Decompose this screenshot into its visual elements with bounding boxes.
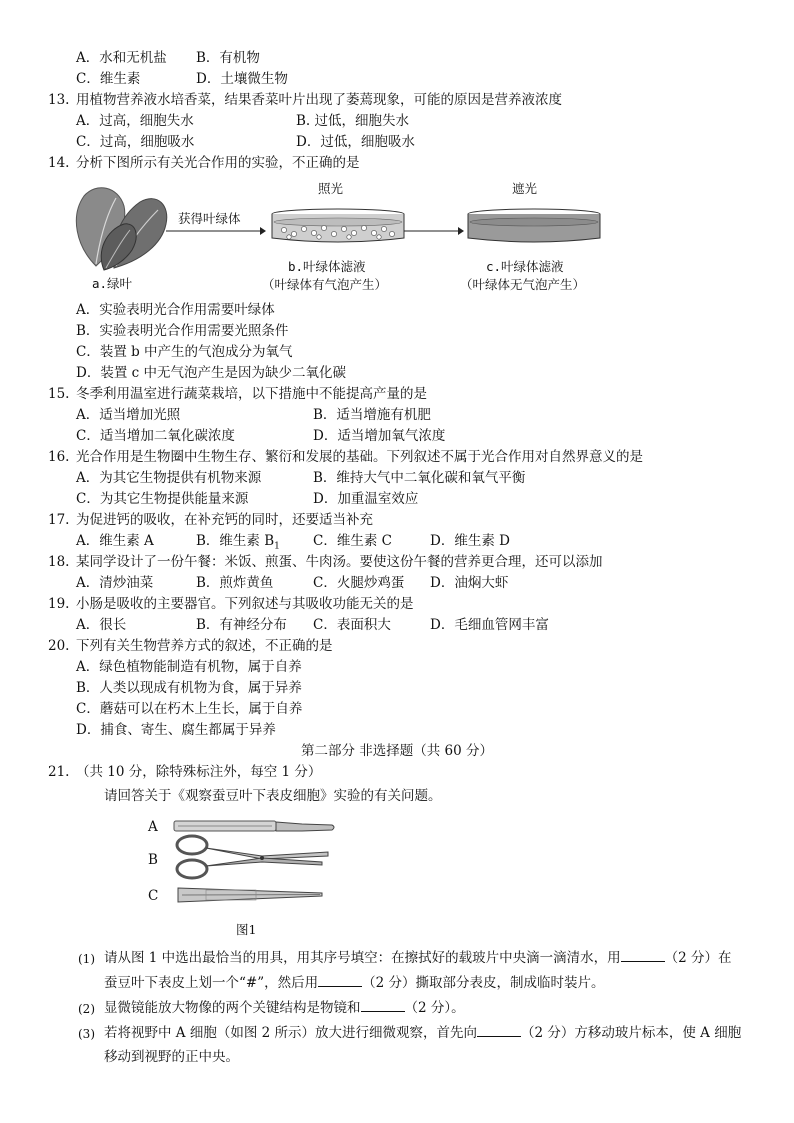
fig-note-dish-b: （叶绿体有气泡产生） [262,277,388,292]
fig-label-light: 照光 [318,181,344,196]
q21-sub1-line2 [104,972,605,993]
q21-sub3-line2: 移动到视野的正中央。 [104,1049,239,1065]
q14-option-b: B．实验表明光合作用需要光照条件 [76,323,289,339]
q19-option-d: D．毛细血管网丰富 [430,617,549,633]
q13-option-c: C．过高，细胞吸水 [76,134,195,150]
q15-option-d: D．适当增加氧气浓度 [313,428,446,444]
q18-number: 18. [48,554,70,570]
tool-label-b: B [148,852,158,868]
q15-option-a: A．适当增加光照 [76,407,181,423]
q20-option-b: B．人类以现成有机物为食，属于异养 [76,680,302,696]
petri-dish-c [466,206,602,246]
q16-option-a: A．为其它生物提供有机物来源 [76,470,262,486]
q21-intro: 请回答关于《观察蚕豆叶下表皮细胞》实验的有关问题。 [104,788,442,804]
q19-number: 19. [48,596,70,612]
q21-sub1-text-d: （2 分）撕取部分表皮，制成临时装片。 [362,975,605,991]
q21-sub3-text-b: （2 分）方移动玻片标本，使 A 细胞 [521,1025,742,1041]
q17-option-c: C．维生素 C [313,533,392,549]
fig-label-leaf: a.绿叶 [92,276,133,291]
q21-sub3-line1 [104,1022,741,1043]
q18-option-d: D．油焖大虾 [430,575,509,591]
answer-blank-2[interactable] [318,972,362,987]
q16-number: 16. [48,449,70,465]
q18-option-a: A．清炒油菜 [76,575,154,591]
q21-sub1-line1 [104,947,732,968]
q14-option-a: A．实验表明光合作用需要叶绿体 [76,302,275,318]
q21-sub3-number: (3) [78,1027,95,1041]
q17-number: 17. [48,512,70,528]
q15-number: 15. [48,386,70,402]
green-leaf-image [66,176,176,272]
q21-sub1-text-a: 请从图 1 中选出最恰当的用具，用其序号填空：在擦拭好的载玻片中央滴一滴清水，用 [104,950,621,966]
q20-option-c: C．蘑菇可以在朽木上生长，属于自养 [76,701,303,717]
q12-option-d: D．土壤微生物 [196,71,288,87]
q21-sub2-number: (2) [78,1002,95,1016]
q19-option-a: A．很长 [76,617,127,633]
fig-label-dish-c: c.叶绿体滤液 [486,259,564,274]
q21-score-note: （共 10 分，除特殊标注外，每空 1 分） [76,764,322,780]
fig-label-extract: 获得叶绿体 [178,211,241,226]
q17-stem: 为促进钙的吸收，在补充钙的同时，还要适当补充 [76,512,373,528]
q14-stem: 分析下图所示有关光合作用的实验，不正确的是 [76,155,360,171]
q18-option-c: C．火腿炒鸡蛋 [313,575,405,591]
q21-sub2-line [104,997,465,1018]
q18-stem: 某同学设计了一份午餐：米饭、煎蛋、牛肉汤。要使这份午餐的营养更合理，还可以添加 [76,554,603,570]
q21-number: 21. [48,764,70,780]
fig-label-dark: 遮光 [512,181,538,196]
q21-sub2-text-b: （2 分）。 [404,1000,465,1016]
q12-option-b: B．有机物 [196,50,260,66]
tool-label-a: A [148,819,158,835]
q20-option-d: D．捕食、寄生、腐生都属于异养 [76,722,276,738]
arrow-right-icon [166,226,266,236]
q13-option-a: A．过高，细胞失水 [76,113,194,129]
q20-stem: 下列有关生物营养方式的叙述，不正确的是 [76,638,333,654]
tweezers-image [176,884,326,906]
q17-option-a: A．维生素 A [76,533,154,549]
q13-option-d: D．过低，细胞吸水 [296,134,415,150]
q17-option-d: D．维生素 D [430,533,510,549]
q15-option-b: B．适当增施有机肥 [313,407,431,423]
q16-option-b: B．维持大气中二氧化碳和氧气平衡 [313,470,526,486]
q15-stem: 冬季利用温室进行蔬菜栽培，以下措施中不能提高产量的是 [76,386,427,402]
tool-label-c: C [148,888,159,904]
q17-option-b-text: B．维生素 B [196,533,275,549]
q13-stem: 用植物营养液水培香菜，结果香菜叶片出现了萎蔫现象，可能的原因是营养液浓度 [76,92,562,108]
section-title: 第二部分 非选择题（共 60 分） [300,743,494,759]
q12-option-a: A．水和无机盐 [76,50,167,66]
q21-sub3-text-a: 若将视野中 A 细胞（如图 2 所示）放大进行细微观察，首先向 [104,1025,478,1041]
answer-blank-4[interactable] [477,1022,521,1037]
q19-stem: 小肠是吸收的主要器官。下列叙述与其吸收功能无关的是 [76,596,414,612]
q20-option-a: A．绿色植物能制造有机物，属于自养 [76,659,302,675]
q16-option-d: D．加重温室效应 [313,491,419,507]
q18-option-b: B．煎炸黄鱼 [196,575,274,591]
q12-option-c: C．维生素 [76,71,141,87]
answer-blank-1[interactable] [621,947,665,962]
q21-sub2-text-a: 显微镜能放大物像的两个关键结构是物镜和 [104,1000,361,1016]
q14-option-d: D．装置 c 中无气泡产生是因为缺少二氧化碳 [76,365,346,381]
q14-option-c: C．装置 b 中产生的气泡成分为氧气 [76,344,293,360]
q19-option-b: B．有神经分布 [196,617,287,633]
fig-label-dish-b: b.叶绿体滤液 [288,259,366,274]
q17-option-b-subscript: 1 [274,541,280,552]
q13-option-b: B. 过低，细胞失水 [296,113,410,129]
fig-note-dish-c: （叶绿体无气泡产生） [460,277,586,292]
q21-sub1-text-c: 蚕豆叶下表皮上划一个“#”，然后用 [104,975,319,991]
q16-option-c: C．为其它生物提供能量来源 [76,491,249,507]
q16-stem: 光合作用是生物圈中生物生存、繁衍和发展的基础。下列叙述不属于光合作用对自然界意义的是 [76,449,643,465]
q15-option-c: C．适当增加二氧化碳浓度 [76,428,235,444]
scissors-image [172,832,332,882]
figure-1-caption: 图1 [236,922,257,937]
answer-blank-3[interactable] [361,997,405,1012]
q20-number: 20. [48,638,70,654]
q21-sub1-number: (1) [78,952,95,966]
q21-sub1-text-b: （2 分）在 [664,950,732,966]
q14-number: 14. [48,155,70,171]
petri-dish-b [270,206,406,246]
arrow-right-icon [404,226,464,236]
q13-number: 13. [48,92,70,108]
q19-option-c: C．表面积大 [313,617,391,633]
